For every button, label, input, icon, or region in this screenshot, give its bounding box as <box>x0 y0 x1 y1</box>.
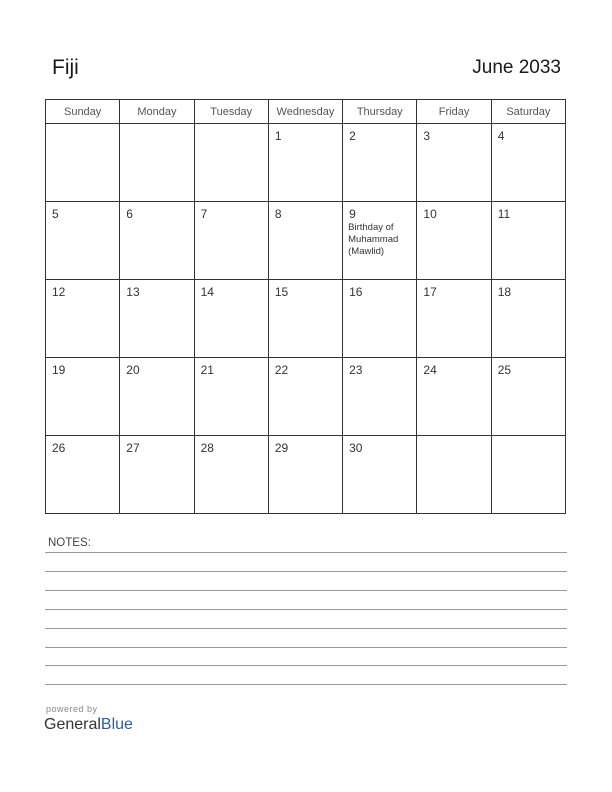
day-cell <box>491 280 565 358</box>
week-row <box>46 124 566 202</box>
day-number: 7 <box>200 207 208 221</box>
day-number: 26 <box>52 441 66 455</box>
day-cell <box>194 358 268 436</box>
day-cell <box>417 202 491 280</box>
day-number: 9 <box>349 207 356 221</box>
day-number: 29 <box>274 441 289 455</box>
day-cell <box>46 124 120 202</box>
day-cell <box>491 358 565 436</box>
day-number: 19 <box>52 363 66 377</box>
holiday-label: Birthday of Muhammad (Mawlid) <box>348 222 399 257</box>
day-number: 30 <box>349 441 363 455</box>
day-cell <box>194 280 268 358</box>
day-cell <box>46 202 120 280</box>
day-cell <box>268 280 342 358</box>
day-cell <box>120 202 194 280</box>
day-cell <box>417 280 491 358</box>
day-number: 1 <box>274 129 282 143</box>
week-row <box>46 358 566 436</box>
day-cell <box>343 280 417 358</box>
generalblue-logo <box>44 716 133 734</box>
notes-line <box>45 609 567 610</box>
day-number: 15 <box>274 285 289 299</box>
weekday-header: Wednesday <box>268 100 342 124</box>
day-number: 20 <box>126 363 140 377</box>
day-number: 11 <box>497 207 511 221</box>
weekday-header-row <box>46 100 566 124</box>
weekday-header: Thursday <box>343 100 417 124</box>
day-number: 28 <box>200 441 214 455</box>
day-number: 23 <box>349 363 363 377</box>
notes-line <box>45 571 567 572</box>
logo-general-text: General <box>44 716 101 733</box>
day-cell <box>194 124 268 202</box>
day-number: 2 <box>349 129 356 143</box>
day-number: 13 <box>126 285 140 299</box>
day-cell <box>491 202 565 280</box>
day-cell <box>343 202 417 280</box>
day-number: 12 <box>52 285 66 299</box>
day-number: 5 <box>52 207 59 221</box>
weekday-header: Tuesday <box>194 100 268 124</box>
day-number: 27 <box>126 441 140 455</box>
day-cell <box>46 358 120 436</box>
weekday-header: Monday <box>120 100 194 124</box>
day-cell <box>417 124 491 202</box>
day-number: 6 <box>126 207 133 221</box>
weekday-header: Saturday <box>491 100 565 124</box>
day-cell <box>491 436 565 514</box>
logo-blue-text: Blue <box>100 716 133 733</box>
day-cell <box>194 202 268 280</box>
day-cell <box>268 124 342 202</box>
day-number: 4 <box>497 129 505 143</box>
day-cell <box>120 436 194 514</box>
day-cell <box>343 436 417 514</box>
country-title: Fiji <box>52 56 79 79</box>
day-number: 3 <box>423 129 431 143</box>
week-row <box>46 202 566 280</box>
calendar-grid <box>45 99 566 514</box>
day-cell <box>343 124 417 202</box>
day-cell <box>268 358 342 436</box>
day-cell <box>417 436 491 514</box>
notes-line <box>45 628 567 629</box>
notes-line <box>45 647 567 648</box>
powered-by-text: powered by <box>46 704 98 714</box>
notes-line <box>45 552 567 553</box>
notes-line <box>45 684 567 685</box>
day-number: 25 <box>497 363 512 377</box>
day-cell <box>46 436 120 514</box>
day-cell <box>268 436 342 514</box>
day-number: 10 <box>423 207 437 221</box>
weekday-header: Friday <box>417 100 491 124</box>
day-number: 22 <box>274 363 289 377</box>
day-cell <box>46 280 120 358</box>
day-cell <box>194 436 268 514</box>
day-number: 14 <box>200 285 214 299</box>
day-number: 16 <box>349 285 363 299</box>
weekday-header: Sunday <box>46 100 120 124</box>
notes-label: NOTES: <box>48 537 91 549</box>
day-number: 17 <box>423 285 437 299</box>
day-cell <box>120 280 194 358</box>
week-row <box>46 436 566 514</box>
day-number: 24 <box>423 363 437 377</box>
day-cell <box>120 124 194 202</box>
notes-line <box>45 665 567 666</box>
day-cell <box>417 358 491 436</box>
day-cell <box>120 358 194 436</box>
day-cell <box>343 358 417 436</box>
notes-line <box>45 590 567 591</box>
day-number: 8 <box>274 207 282 221</box>
day-cell <box>491 124 565 202</box>
week-row <box>46 280 566 358</box>
day-cell <box>268 202 342 280</box>
month-title: June 2033 <box>472 57 561 78</box>
day-number: 21 <box>200 363 214 377</box>
day-number: 18 <box>497 285 512 299</box>
